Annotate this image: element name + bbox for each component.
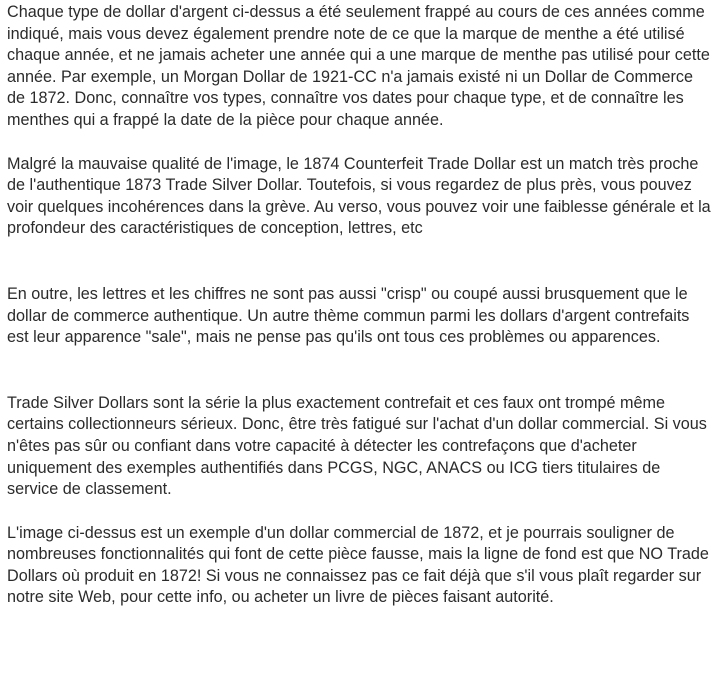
paragraph-1874-counterfeit: Malgré la mauvaise qualité de l'image, le 1874 Counterfeit Trade Dollar est un match très proche de l'authentique 1873 Trade Silver Dollar. Toutefois, si vous regardez de plus près, vous pouvez voir quelques incohérences dans la grève. Au verso, vous pouvez voir une faiblesse générale et la profondeur des caractéristiques de conception, lettres, etc [7, 154, 711, 238]
paragraph-1872-example: L'image ci-dessus est un exemple d'un dollar commercial de 1872, et je pourrais souligner de nombreuses fonctionnalités qui font de cette pièce fausse, mais la ligne de fond est que NO Trade Dollars où produit en 1872! Si vous ne connaissez pas ce fait déjà que s'il vous plaît regarder sur notre site Web, pour cette info, ou acheter un livre de pièces faisant autorité. [7, 523, 709, 607]
article-body [7, 0, 715, 609]
paragraph-mint-marks: Chaque type de dollar d'argent ci-dessus a été seulement frappé au cours de ces années comme indiqué, mais vous devez également prendre note de ce que la marque de menthe a été utilisé chaque année, et ne jamais acheter une année qui a une marque de menthe pas utilisé pour cette année. Par exemple, un Morgan Dollar de 1921-CC n'a jamais existé ni un Dollar de Commerce de 1872. Donc, connaître vos types, connaître vos dates pour chaque type, et de connaître les menthes qui a frappé la date de la pièce pour chaque année. [7, 3, 710, 129]
paragraph-lettering-crispness: En outre, les lettres et les chiffres ne sont pas aussi "crisp" ou coupé aussi brusquement que le dollar de commerce authentique. Un autre thème commun parmi les dollars d'argent contrefaits est leur apparence "sale", mais ne pense pas qu'ils ont tous ces problèmes ou apparences. [7, 284, 690, 347]
paragraph-trade-dollar-series: Trade Silver Dollars sont la série la plus exactement contrefait et ces faux ont trompé même certains collectionneurs sérieux. Donc, être très fatigué sur l'achat d'un dollar commercial. Si vous n'êtes pas sûr ou confiant dans votre capacité à détecter les contrefaçons que d'acheter uniquement des exemples authentifiés dans PCGS, NGC, ANACS ou ICG tiers titulaires de service de classement. [7, 393, 707, 499]
